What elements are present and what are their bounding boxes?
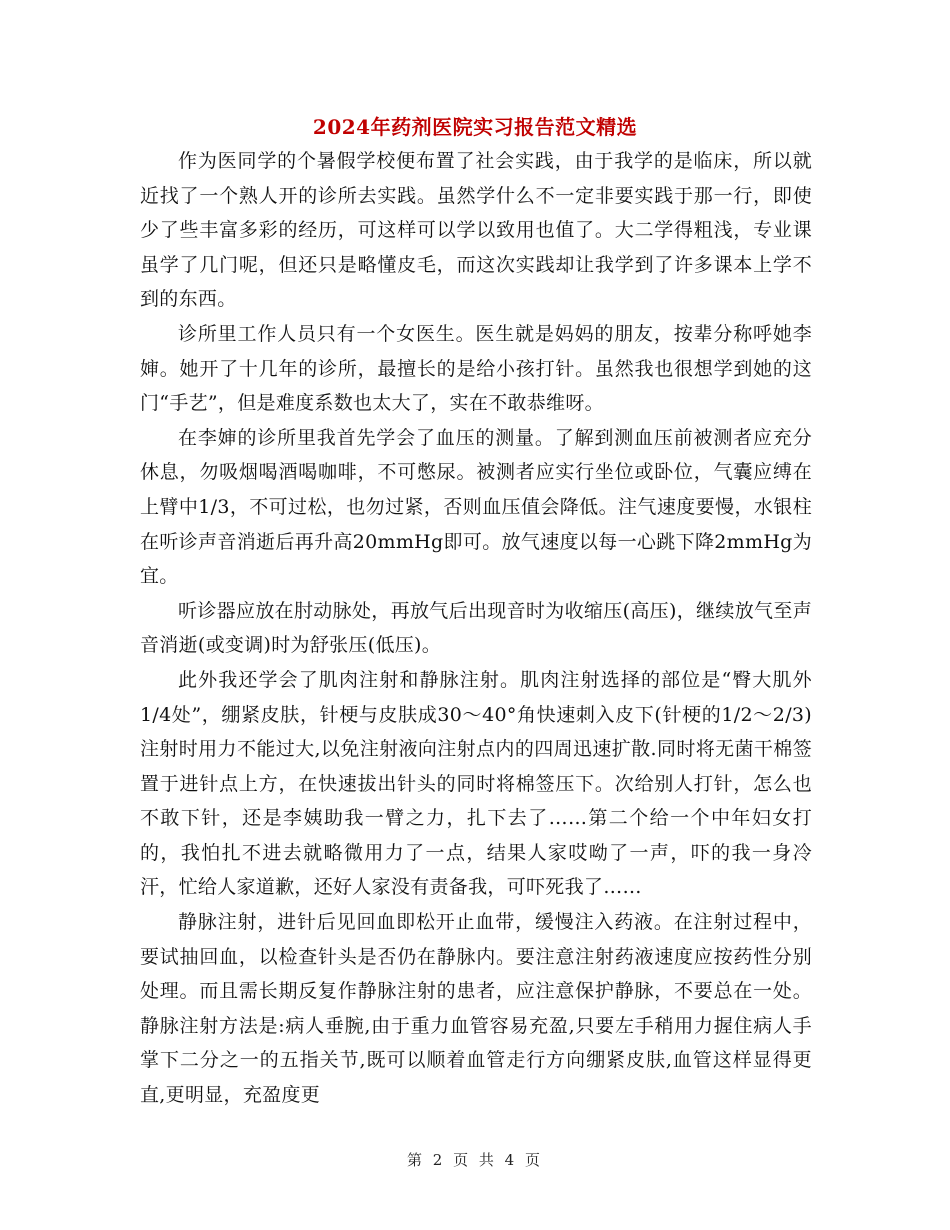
page-footer: 第 2 页 共 4 页 bbox=[407, 1151, 543, 1169]
paragraph: 诊所里工作人员只有一个女医生。医生就是妈妈的朋友，按辈分称呼她李婶。她开了十几年的诊所，最擅长的是给小孩打针。虽然我也很想学到她的这门“手艺”，但是难度系数也太大了，实在不敢恭维呀。 bbox=[140, 322, 812, 415]
paragraph: 听诊器应放在肘动脉处，再放气后出现音时为收缩压(高压)，继续放气至声音消逝(或变调)时为舒张压(低压)。 bbox=[140, 599, 812, 657]
paragraph: 静脉注射，进针后见回血即松开止血带，缓慢注入药液。在注射过程中，要试抽回血，以检查针头是否仍在静脉内。要注意注射药液速度应按药性分别处理。而且需长期反复作静脉注射的患者，应注意保护静脉，不要总在一处。 静脉注射方法是:病人垂腕,由于重力血管容易充盈,只要左手稍用力握住病人手掌下二分之一的五指关节,既可以顺着血管走行方向绷紧皮肤,血管这样显得更直,更明显，充盈度更 bbox=[140, 911, 812, 1107]
paragraph: 作为医同学的个暑假学校便布置了社会实践，由于我学的是临床，所以就近找了一个熟人开的诊所去实践。虽然学什么不一定非要实践于那一行，即使少了些丰富多彩的经历，可这样可以学以致用也值了。大二学得粗浅，专业课虽学了几门呢，但还只是略懂皮毛，而这次实践却让我学到了许多课本上学不到的东西。 bbox=[140, 150, 812, 311]
paragraph: 在李婶的诊所里我首先学会了血压的测量。了解到测血压前被测者应充分休息，勿吸烟喝酒喝咖啡，不可憋尿。被测者应实行坐位或卧位，气囊应缚在上臂中1/3，不可过松，也勿过紧，否则血压值会降低。注气速度要慢，水银柱在听诊声音消逝后再升高20mmHg即可。放气速度以每一心跳下降2mmHg为宜。 bbox=[140, 426, 812, 588]
paragraph: 此外我还学会了肌肉注射和静脉注射。肌肉注射选择的部位是“臀大肌外1/4处”，绷紧皮肤，针梗与皮肤成30～40°角快速刺入皮下(针梗的1/2～2/3)注射时用力不能过大,以免注射液向注射点内的四周迅速扩散.同时将无菌干棉签置于进针点上方，在快速拔出针头的同时将棉签压下。次给别人打针，怎么也不敢下针，还是李姨助我一臂之力，扎下去了……第二个给一个中年妇女打的，我怕扎不进去就略微用力了一点，结果人家哎呦了一声，吓的我一身冷汗，忙给人家道歉，还好人家没有责备我，可吓死我了…… bbox=[140, 668, 812, 899]
page-title: 2024年药剂医院实习报告范文精选 bbox=[312, 115, 638, 139]
body-text bbox=[140, 144, 812, 1113]
